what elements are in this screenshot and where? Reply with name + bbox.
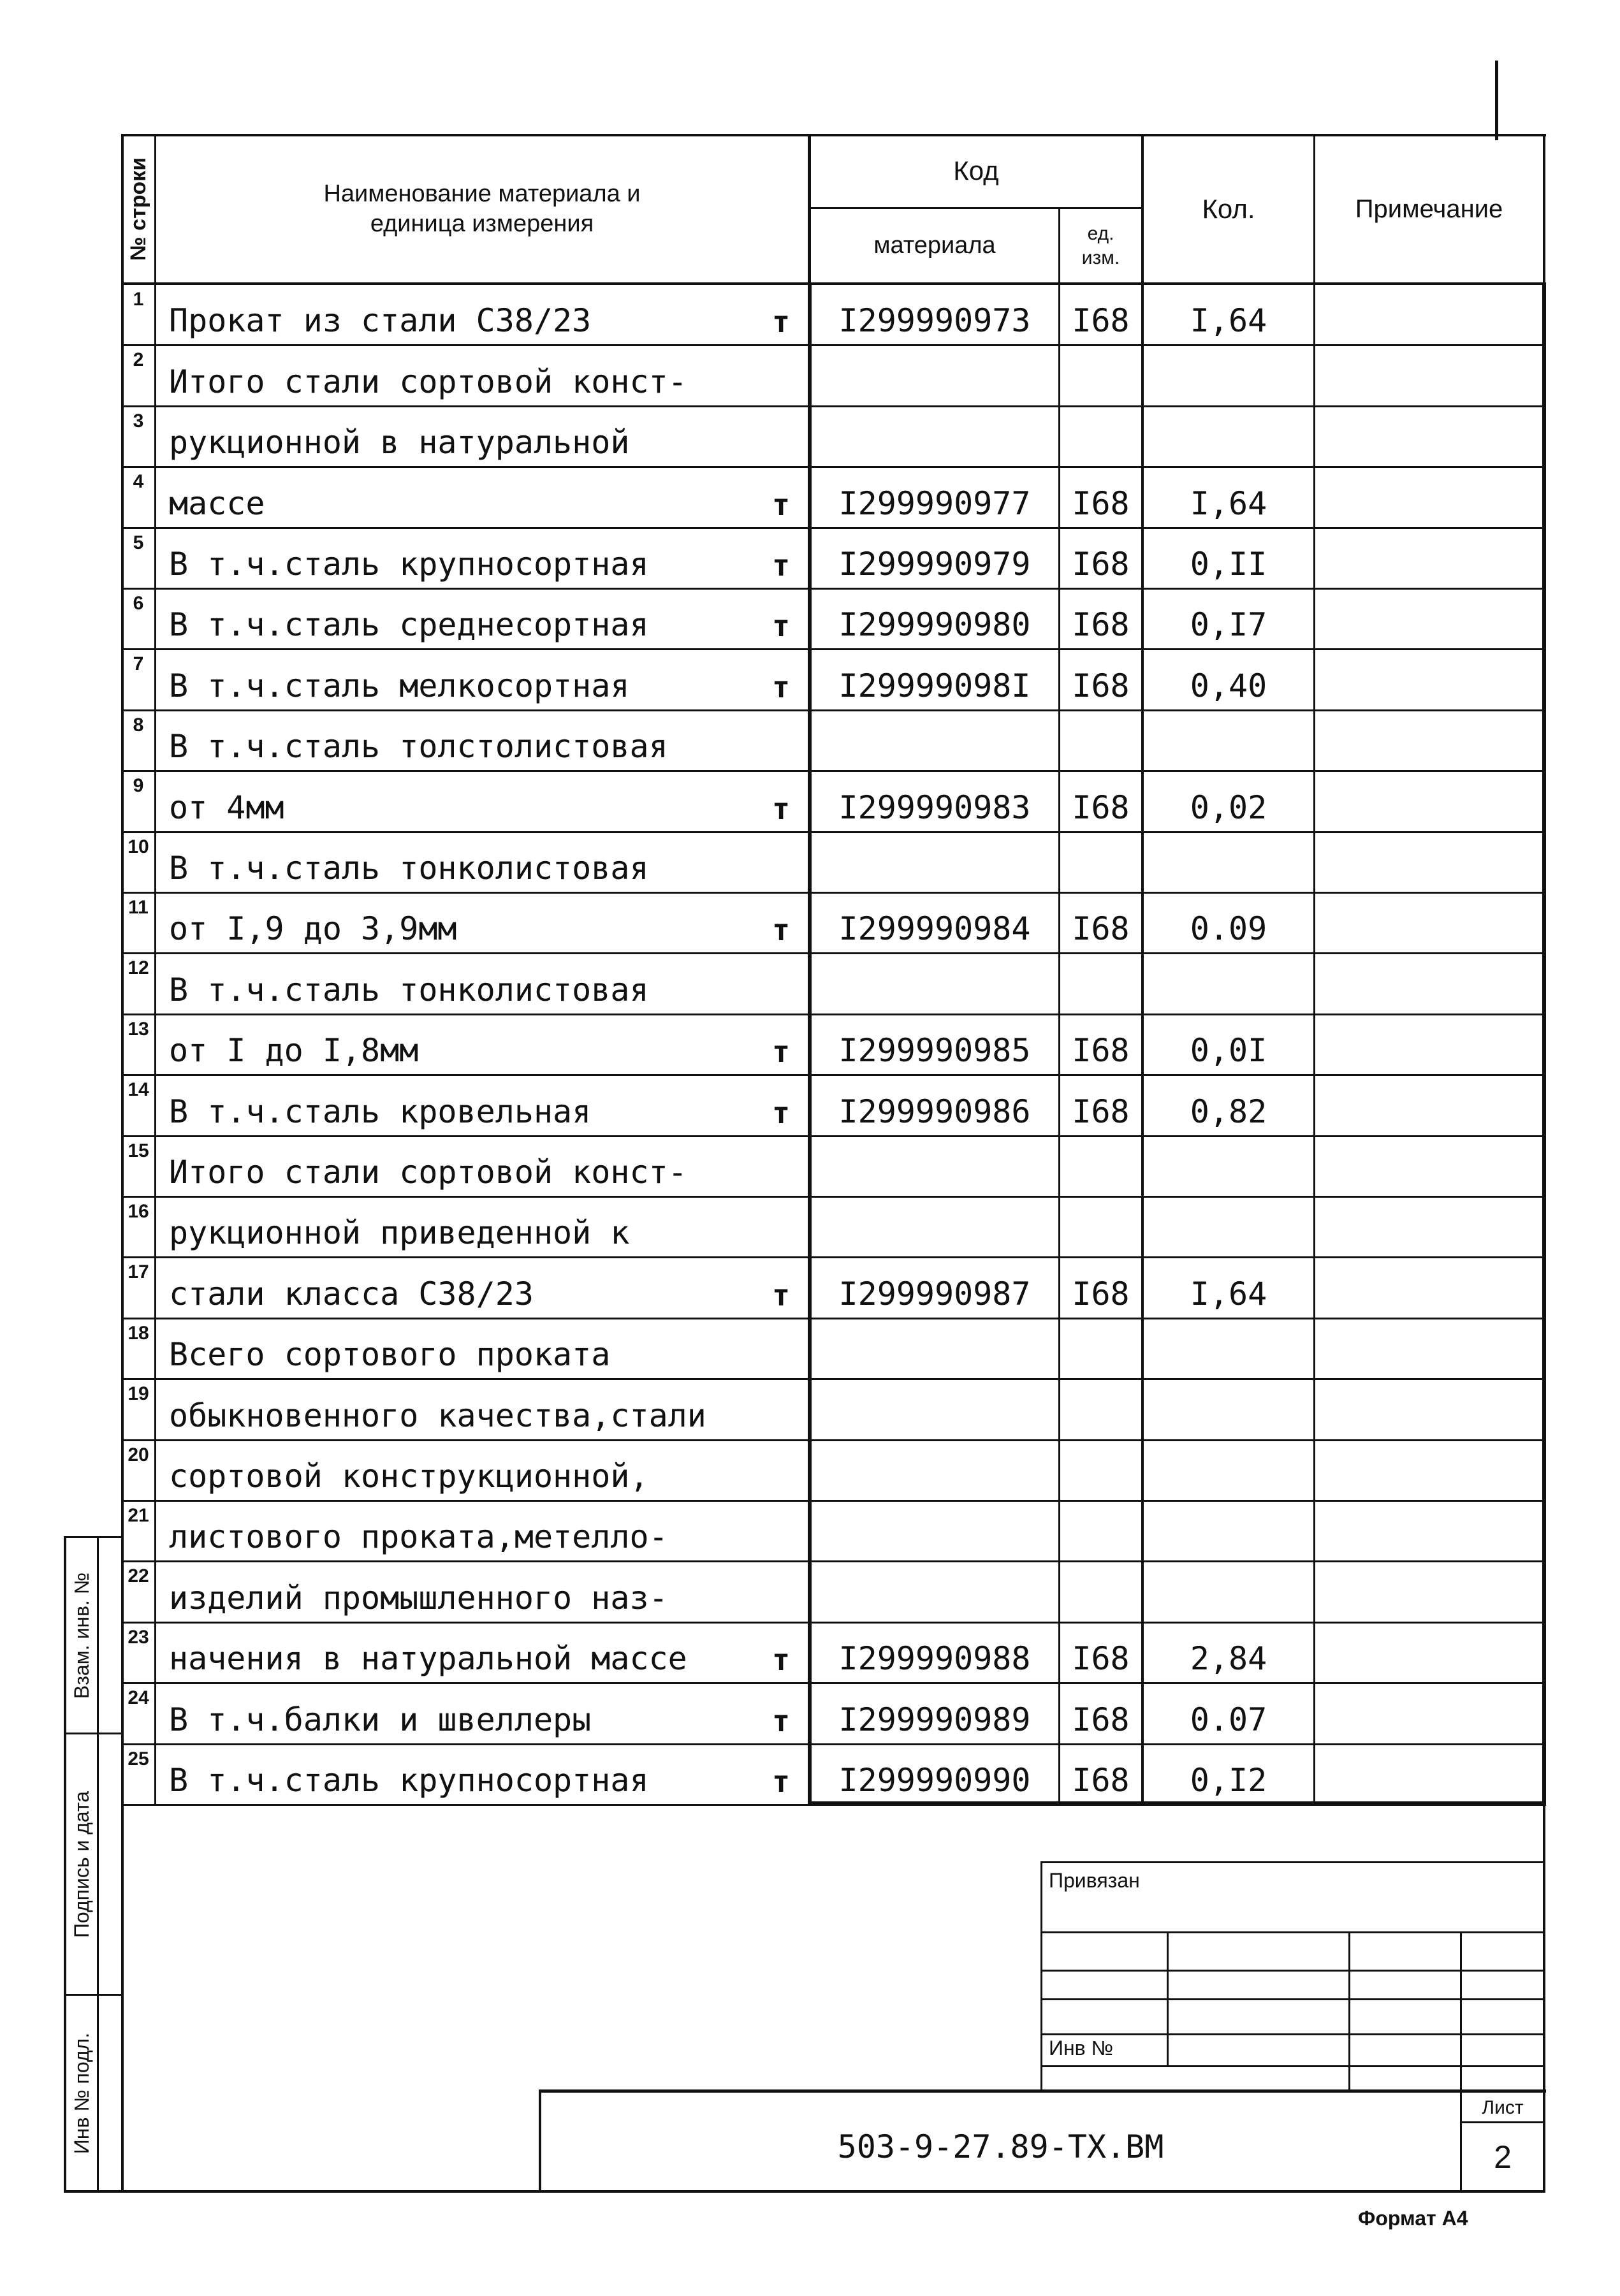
row-number: 20 xyxy=(128,1444,149,1465)
row-unit: т xyxy=(772,609,790,643)
row-quantity: I,64 xyxy=(1190,485,1267,522)
row-unit: т xyxy=(772,1278,790,1312)
row-number: 7 xyxy=(133,653,144,674)
row-name xyxy=(156,771,808,832)
row-number: 2 xyxy=(133,349,144,370)
row-number: 10 xyxy=(128,836,149,857)
row-number: 23 xyxy=(128,1627,149,1648)
row-name xyxy=(156,1258,808,1319)
row-name xyxy=(156,528,808,589)
header-code: Код xyxy=(953,156,999,186)
row-material-code: I299990973 xyxy=(838,302,1031,339)
tb-v1 xyxy=(1167,1931,1169,2067)
row-unit-code: I68 xyxy=(1072,546,1130,583)
row-name-text: изделий промышленного наз- xyxy=(169,1580,668,1617)
row-quantity: 0,0I xyxy=(1190,1032,1267,1069)
row-number: 9 xyxy=(133,775,144,796)
tb-line5 xyxy=(1040,2065,1545,2067)
row-material-code: I29999098I xyxy=(838,667,1031,704)
row-name xyxy=(156,1501,808,1562)
row-name xyxy=(156,1441,808,1501)
row-name-text: В т.ч.сталь толстолистовая xyxy=(169,728,668,765)
row-unit-code: I68 xyxy=(1072,667,1130,704)
row-name-text: сортовой конструкционной, xyxy=(169,1458,649,1495)
header-row-no: № строки xyxy=(126,157,150,261)
row-name-text: листового проката,метелло- xyxy=(169,1518,668,1555)
row-name xyxy=(156,711,808,771)
row-unit-code: I68 xyxy=(1072,1762,1130,1799)
row-number: 15 xyxy=(128,1140,149,1161)
row-number: 21 xyxy=(128,1505,149,1526)
tb-v2 xyxy=(1348,1931,1350,2091)
sidebar-mid-line xyxy=(97,1536,99,2193)
sidebar-sep2 xyxy=(64,1994,122,1996)
row-name-text: В т.ч.сталь крупносортная xyxy=(169,1762,649,1799)
row-material-code: I299990983 xyxy=(838,789,1031,826)
row-name xyxy=(156,589,808,650)
sheet-number: 2 xyxy=(1494,2139,1512,2175)
row-number: 25 xyxy=(128,1748,149,1769)
row-unit-code: I68 xyxy=(1072,910,1130,947)
row-number: 14 xyxy=(128,1079,149,1100)
row-name xyxy=(156,1562,808,1623)
row-unit-code: I68 xyxy=(1072,1275,1130,1312)
row-material-code: I299990989 xyxy=(838,1701,1031,1738)
row-name xyxy=(156,467,808,528)
header-qty: Кол. xyxy=(1202,193,1255,224)
row-name xyxy=(156,1075,808,1137)
row-name-text: В т.ч.сталь кровельная xyxy=(169,1093,592,1130)
row-unit: т xyxy=(772,1096,790,1130)
inv-no-label: Инв № xyxy=(1049,2037,1113,2060)
row-name-text: Итого стали сортовой конст- xyxy=(169,363,687,400)
row-name xyxy=(156,1623,808,1683)
row-name-text: массе xyxy=(169,485,265,522)
row-name-text: стали класса С38/23 xyxy=(169,1275,534,1312)
row-material-code: I299990984 xyxy=(838,910,1031,947)
row-unit-code: I68 xyxy=(1072,789,1130,826)
row-unit: т xyxy=(772,1764,790,1799)
row-number: 16 xyxy=(128,1201,149,1222)
row-unit-code: I68 xyxy=(1072,1032,1130,1069)
header-note: Примечание xyxy=(1355,195,1503,223)
row-number: 3 xyxy=(133,411,144,432)
row-name-text: В т.ч.сталь тонколистовая xyxy=(169,971,649,1008)
row-unit-code: I68 xyxy=(1072,485,1130,522)
row-unit-code: I68 xyxy=(1072,1701,1130,1738)
row-name-text: обыкновенного качества,стали xyxy=(169,1397,706,1434)
header-code-material: материала xyxy=(873,231,996,259)
row-name-text: рукционной в натуральной xyxy=(169,424,630,461)
row-unit: т xyxy=(772,1704,790,1738)
row-name xyxy=(156,1197,808,1258)
row-name xyxy=(156,285,808,345)
document-code: 503-9-27.89-ТХ.ВМ xyxy=(837,2128,1164,2165)
tb-top xyxy=(1040,1861,1545,1863)
row-unit: т xyxy=(772,792,790,826)
row-name-text: Итого стали сортовой конст- xyxy=(169,1154,687,1191)
tb-line1 xyxy=(1040,1931,1545,1933)
row-name xyxy=(156,1319,808,1379)
row-name xyxy=(156,407,808,467)
stamp-top xyxy=(539,2089,1546,2093)
row-name xyxy=(156,1745,808,1805)
row-quantity: 2,84 xyxy=(1190,1640,1267,1677)
row-name-text: от I,9 до 3,9мм xyxy=(169,910,457,947)
row-number: 4 xyxy=(133,471,144,492)
row-material-code: I299990987 xyxy=(838,1275,1031,1312)
row-unit: т xyxy=(772,548,790,583)
row-number: 17 xyxy=(128,1261,149,1282)
row-unit: т xyxy=(772,913,790,947)
row-unit: т xyxy=(772,670,790,704)
row-number: 6 xyxy=(133,593,144,614)
row-number: 12 xyxy=(128,957,149,978)
tb-line4 xyxy=(1040,2033,1545,2035)
row-name xyxy=(156,954,808,1015)
row-quantity: 0,40 xyxy=(1190,667,1267,704)
row-name-text: Всего сортового проката xyxy=(169,1336,611,1373)
binding-mark xyxy=(1495,61,1498,140)
row-quantity: 0,82 xyxy=(1190,1093,1267,1130)
row-number: 18 xyxy=(128,1323,149,1344)
row-name-text: В т.ч.сталь тонколистовая xyxy=(169,850,649,887)
row-material-code: I299990979 xyxy=(838,546,1031,583)
tb-line3 xyxy=(1040,1998,1545,2000)
row-name-text: начения в натуральной массе xyxy=(169,1640,687,1677)
row-number: 19 xyxy=(128,1383,149,1404)
header-code-unit: ед. изм. xyxy=(1081,223,1120,268)
sidebar-sep1 xyxy=(64,1733,122,1734)
row-quantity: 0.09 xyxy=(1190,910,1267,947)
row-name xyxy=(156,1137,808,1197)
row-quantity: 0,II xyxy=(1190,546,1267,583)
sidebar-vzam-inv: Взам. инв. № xyxy=(69,1572,93,1699)
row-material-code: I299990977 xyxy=(838,485,1031,522)
row-unit: т xyxy=(772,1035,790,1069)
row-name-text: В т.ч.сталь крупносортная xyxy=(169,546,649,583)
sheet-label: Лист xyxy=(1482,2097,1524,2118)
row-name xyxy=(156,893,808,954)
row-unit-code: I68 xyxy=(1072,1093,1130,1130)
sidebar-top xyxy=(64,1536,122,1538)
row-number: 22 xyxy=(128,1566,149,1587)
row-unit: т xyxy=(772,1643,790,1677)
row-quantity: 0.07 xyxy=(1190,1701,1267,1738)
row-quantity: 0,I7 xyxy=(1190,606,1267,643)
row-material-code: I299990986 xyxy=(838,1093,1031,1130)
format-label: Формат А4 xyxy=(1358,2207,1468,2230)
row-number: 11 xyxy=(128,897,149,918)
sidebar-podpis-data: Подпись и дата xyxy=(69,1791,93,1938)
row-name-text: В т.ч.сталь среднесортная xyxy=(169,606,649,643)
row-name-text: Прокат из стали С38/23 xyxy=(169,302,592,339)
row-material-code: I299990980 xyxy=(838,606,1031,643)
row-name xyxy=(156,345,808,407)
row-number: 1 xyxy=(133,289,144,310)
sidebar-inv-podl: Инв № подл. xyxy=(69,2032,93,2154)
row-unit-code: I68 xyxy=(1072,302,1130,339)
row-name xyxy=(156,650,808,711)
row-number: 8 xyxy=(133,715,144,736)
row-unit: т xyxy=(772,488,790,522)
row-name xyxy=(156,1683,808,1745)
row-quantity: 0,02 xyxy=(1190,789,1267,826)
row-unit-code: I68 xyxy=(1072,1640,1130,1677)
row-unit-code: I68 xyxy=(1072,606,1130,643)
header-name: Наименование материала и единица измерения xyxy=(323,180,641,237)
row-number: 5 xyxy=(133,532,144,553)
privyazan-label: Привязан xyxy=(1049,1869,1140,1892)
row-name xyxy=(156,832,808,893)
row-name-text: В т.ч.балки и швеллеры xyxy=(169,1701,592,1738)
row-name-text: от 4мм xyxy=(169,789,284,826)
row-name xyxy=(156,1379,808,1441)
row-name-text: рукционной приведенной к xyxy=(169,1214,630,1251)
row-material-code: I299990990 xyxy=(838,1762,1031,1799)
frame-bottom xyxy=(64,2190,1545,2193)
data-area-border xyxy=(808,285,1546,1805)
row-material-code: I299990988 xyxy=(838,1640,1031,1677)
row-number: 24 xyxy=(128,1687,149,1708)
row-quantity: I,64 xyxy=(1190,1275,1267,1312)
tb-left xyxy=(1040,1861,1042,2091)
row-unit: т xyxy=(772,305,790,339)
stamp-sheet-sep xyxy=(1460,2121,1545,2123)
row-quantity: 0,I2 xyxy=(1190,1762,1267,1799)
row-number: 13 xyxy=(128,1019,149,1040)
row-material-code: I299990985 xyxy=(838,1032,1031,1069)
row-name-text: от I до I,8мм xyxy=(169,1032,419,1069)
row-name xyxy=(156,1015,808,1075)
row-quantity: I,64 xyxy=(1190,302,1267,339)
tb-line2 xyxy=(1040,1970,1545,1972)
row-name-text: В т.ч.сталь мелкосортная xyxy=(169,667,630,704)
